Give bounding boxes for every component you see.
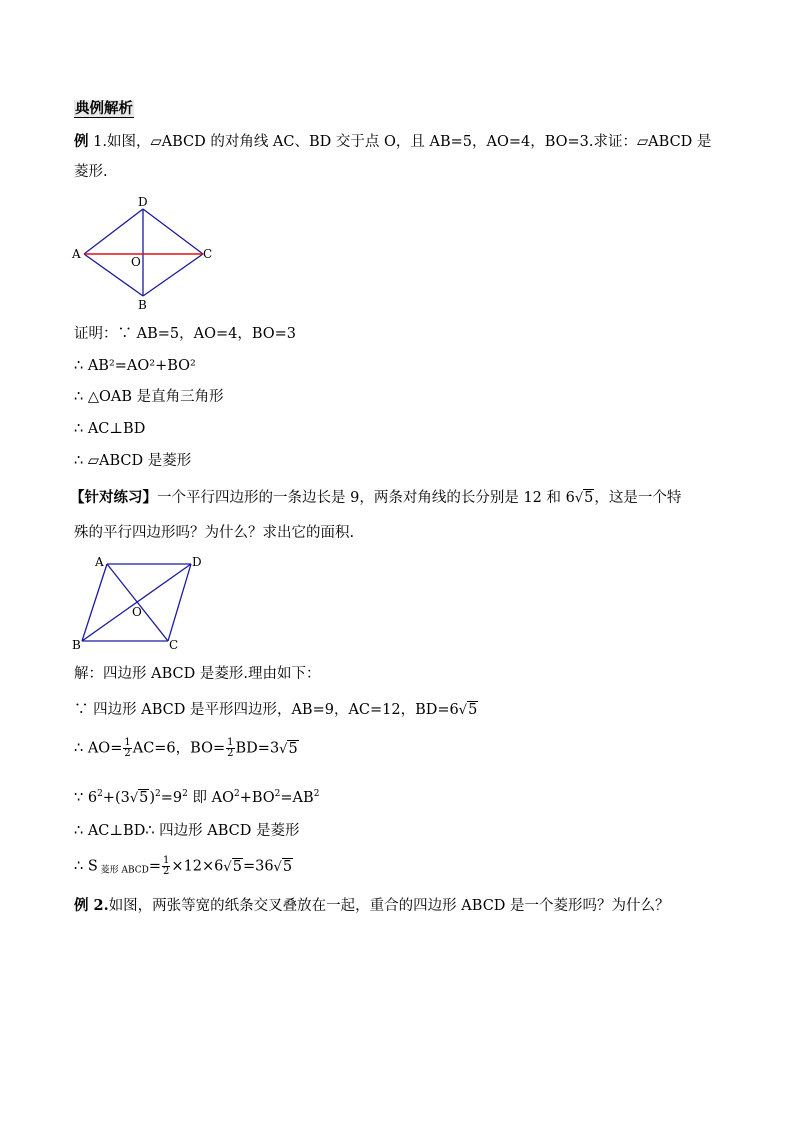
sqrt-expression: √5 bbox=[574, 490, 594, 506]
proof-line-1: 证明：∵ AB=5，AO=4，BO=3 bbox=[74, 326, 297, 342]
solution-line-4: ∴ AC⊥BD∴ 四边形 ABCD 是菱形 bbox=[74, 823, 300, 839]
solution-line-1: ∵ 四边形 ABCD 是平形四边形，AB=9，AC=12，BD=6√5 bbox=[74, 700, 478, 721]
solution-line-3: ∵ $6^2+(3√5)^2=9^2$ 即 $AO^2+BO^2=AB^2$ bbox=[74, 784, 319, 809]
parallelogram-figure bbox=[68, 552, 218, 660]
rhombus-figure bbox=[68, 192, 218, 318]
example2-statement bbox=[74, 896, 670, 916]
label-d: D bbox=[138, 195, 148, 209]
solution-line-2: ∴ AO= $\frac{1}{2}$ AC=6，BO= $\frac{1}{2}$ BD=3√5 bbox=[74, 737, 298, 759]
fraction-one-half: $\frac{1}{2}$ bbox=[163, 855, 170, 877]
label-c: C bbox=[203, 247, 213, 261]
label-d: D bbox=[192, 555, 202, 569]
proof-line-5: ∴ ▱ABCD 是菱形 bbox=[74, 453, 192, 469]
example1-label: 例 bbox=[74, 133, 89, 150]
proof-line-4: ∴ AC⊥BD bbox=[74, 421, 146, 437]
solution-line-5: ∴ S $_{菱形 ABCD}$= $\frac{1}{2}$ ×12×6√5=36√5 bbox=[74, 855, 293, 877]
proof-line-3: ∴ △OAB 是直角三角形 bbox=[74, 389, 224, 405]
sqrt-expression: √5 bbox=[273, 858, 293, 875]
example2-text: 如图，两张等宽的纸条交叉叠放在一起，重合的四边形 ABCD 是一个菱形吗？为什么？ bbox=[108, 898, 670, 914]
practice-text-after: ，这是一个特 bbox=[594, 490, 682, 506]
fraction-one-half: $\frac{1}{2}$ bbox=[227, 737, 234, 759]
example1-statement-cont: 菱形. bbox=[74, 164, 108, 180]
proof-line-2: ∴ AB²=AO²+BO² bbox=[74, 358, 196, 374]
label-b: B bbox=[72, 638, 81, 652]
example1-text: 1.如图，▱ABCD 的对角线 AC、BD 交于点 O，且 AB=5，AO=4，BO=3.求证：▱ABCD 是 bbox=[88, 134, 712, 150]
sqrt-expression: √5 bbox=[129, 790, 149, 806]
section-heading-line bbox=[74, 99, 134, 119]
practice-statement-cont: 殊的平行四边形吗？为什么？求出它的面积. bbox=[74, 525, 355, 541]
label-o: O bbox=[131, 255, 141, 269]
example2-label: 例 2. bbox=[74, 897, 109, 914]
label-c: C bbox=[169, 638, 179, 652]
practice-label: 【针对练习】 bbox=[70, 489, 157, 506]
label-a: A bbox=[95, 555, 104, 569]
label-a: A bbox=[72, 247, 81, 261]
sqrt-expression: √5 bbox=[223, 858, 242, 875]
sqrt-expression: √5 bbox=[458, 702, 478, 718]
section-heading: 典例解析 bbox=[75, 100, 133, 117]
solution-intro: 解：四边形 ABCD 是菱形.理由如下： bbox=[74, 666, 321, 682]
label-b: B bbox=[138, 298, 147, 312]
practice-statement bbox=[70, 488, 681, 509]
fraction-one-half: $\frac{1}{2}$ bbox=[124, 737, 131, 759]
sqrt-expression: √5 bbox=[279, 740, 298, 757]
example1-statement bbox=[74, 132, 711, 152]
practice-text-before: 一个平行四边形的一条边长是 9，两条对角线的长分别是 12 和 bbox=[157, 490, 566, 506]
practice-coef: 6 bbox=[565, 490, 575, 506]
label-o: O bbox=[132, 605, 142, 619]
diagonal-bd bbox=[82, 564, 191, 641]
